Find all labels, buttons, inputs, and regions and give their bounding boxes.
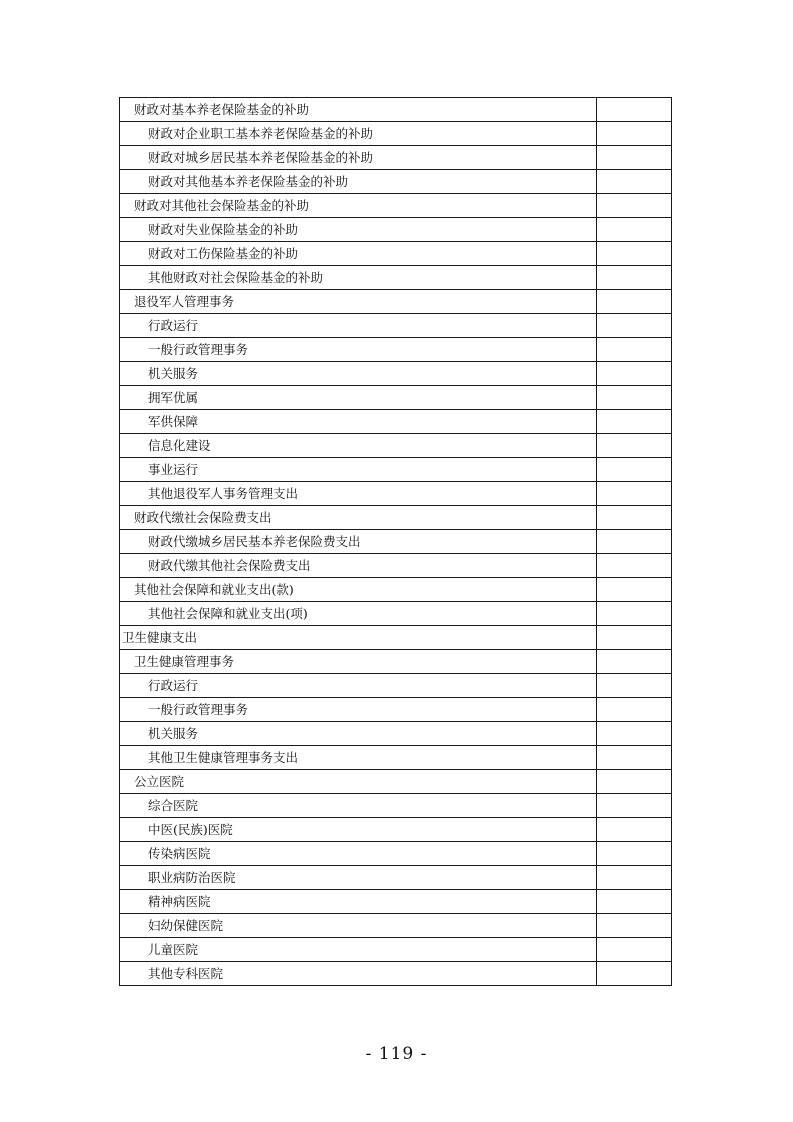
amount-cell: [597, 698, 672, 722]
item-name-cell: 财政对其他基本养老保险基金的补助: [120, 170, 597, 194]
budget-expenditure-table: [119, 97, 672, 986]
amount-cell: [597, 650, 672, 674]
table-row: [120, 554, 672, 578]
amount-cell: [597, 890, 672, 914]
item-name-cell: 综合医院: [120, 794, 597, 818]
amount-cell: [597, 722, 672, 746]
table-row: [120, 506, 672, 530]
table-row: [120, 626, 672, 650]
amount-cell: [597, 242, 672, 266]
table-row: [120, 722, 672, 746]
amount-cell: [597, 98, 672, 122]
item-name-cell: 其他专科医院: [120, 962, 597, 986]
amount-cell: [597, 122, 672, 146]
item-name-cell: 传染病医院: [120, 842, 597, 866]
amount-cell: [597, 314, 672, 338]
item-name-cell: 公立医院: [120, 770, 597, 794]
table-row: [120, 818, 672, 842]
table-row: [120, 842, 672, 866]
amount-cell: [597, 530, 672, 554]
item-name-cell: 其他财政对社会保险基金的补助: [120, 266, 597, 290]
item-name-cell: 卫生健康支出: [120, 626, 597, 650]
item-name-cell: 退役军人管理事务: [120, 290, 597, 314]
table-row: [120, 362, 672, 386]
table-row: [120, 650, 672, 674]
table-row: [120, 482, 672, 506]
item-name-cell: 其他退役军人事务管理支出: [120, 482, 597, 506]
table-row: [120, 458, 672, 482]
item-name-cell: 信息化建设: [120, 434, 597, 458]
table-row: [120, 314, 672, 338]
table-row: [120, 146, 672, 170]
item-name-cell: 其他社会保障和就业支出(款): [120, 578, 597, 602]
item-name-cell: 行政运行: [120, 674, 597, 698]
amount-cell: [597, 290, 672, 314]
amount-cell: [597, 434, 672, 458]
page-number: - 119 -: [365, 1044, 428, 1064]
item-name-cell: 一般行政管理事务: [120, 338, 597, 362]
amount-cell: [597, 146, 672, 170]
table-row: [120, 962, 672, 986]
table-row: [120, 122, 672, 146]
item-name-cell: 一般行政管理事务: [120, 698, 597, 722]
amount-cell: [597, 362, 672, 386]
table-row: [120, 434, 672, 458]
amount-cell: [597, 578, 672, 602]
item-name-cell: 财政代缴城乡居民基本养老保险费支出: [120, 530, 597, 554]
table-row: [120, 218, 672, 242]
table-row: [120, 794, 672, 818]
table-row: [120, 170, 672, 194]
table-row: [120, 242, 672, 266]
amount-cell: [597, 506, 672, 530]
amount-cell: [597, 554, 672, 578]
amount-cell: [597, 602, 672, 626]
amount-cell: [597, 410, 672, 434]
table-row: [120, 530, 672, 554]
item-name-cell: 妇幼保健医院: [120, 914, 597, 938]
item-name-cell: 财政代缴其他社会保险费支出: [120, 554, 597, 578]
item-name-cell: 财政对城乡居民基本养老保险基金的补助: [120, 146, 597, 170]
table-row: [120, 386, 672, 410]
amount-cell: [597, 338, 672, 362]
table-row: [120, 746, 672, 770]
item-name-cell: 事业运行: [120, 458, 597, 482]
table-row: [120, 602, 672, 626]
table-row: [120, 698, 672, 722]
item-name-cell: 财政对工伤保险基金的补助: [120, 242, 597, 266]
table-row: [120, 410, 672, 434]
table-row: [120, 338, 672, 362]
table-row: [120, 914, 672, 938]
item-name-cell: 军供保障: [120, 410, 597, 434]
amount-cell: [597, 482, 672, 506]
table-row: [120, 866, 672, 890]
item-name-cell: 其他卫生健康管理事务支出: [120, 746, 597, 770]
amount-cell: [597, 626, 672, 650]
amount-cell: [597, 458, 672, 482]
table-body: [120, 98, 672, 986]
amount-cell: [597, 770, 672, 794]
amount-cell: [597, 914, 672, 938]
amount-cell: [597, 962, 672, 986]
item-name-cell: 精神病医院: [120, 890, 597, 914]
item-name-cell: 卫生健康管理事务: [120, 650, 597, 674]
amount-cell: [597, 818, 672, 842]
table-row: [120, 674, 672, 698]
item-name-cell: 职业病防治医院: [120, 866, 597, 890]
item-name-cell: 拥军优属: [120, 386, 597, 410]
table-row: [120, 98, 672, 122]
item-name-cell: 行政运行: [120, 314, 597, 338]
item-name-cell: 其他社会保障和就业支出(项): [120, 602, 597, 626]
amount-cell: [597, 170, 672, 194]
amount-cell: [597, 674, 672, 698]
amount-cell: [597, 218, 672, 242]
item-name-cell: 财政代缴社会保险费支出: [120, 506, 597, 530]
item-name-cell: 财政对企业职工基本养老保险基金的补助: [120, 122, 597, 146]
table-row: [120, 290, 672, 314]
table-row: [120, 266, 672, 290]
amount-cell: [597, 266, 672, 290]
table-row: [120, 890, 672, 914]
table-row: [120, 194, 672, 218]
table-row: [120, 578, 672, 602]
item-name-cell: 财政对基本养老保险基金的补助: [120, 98, 597, 122]
amount-cell: [597, 386, 672, 410]
item-name-cell: 机关服务: [120, 362, 597, 386]
amount-cell: [597, 866, 672, 890]
amount-cell: [597, 746, 672, 770]
amount-cell: [597, 194, 672, 218]
table-row: [120, 770, 672, 794]
item-name-cell: 财政对其他社会保险基金的补助: [120, 194, 597, 218]
amount-cell: [597, 842, 672, 866]
item-name-cell: 儿童医院: [120, 938, 597, 962]
item-name-cell: 财政对失业保险基金的补助: [120, 218, 597, 242]
amount-cell: [597, 938, 672, 962]
item-name-cell: 中医(民族)医院: [120, 818, 597, 842]
table-row: [120, 938, 672, 962]
amount-cell: [597, 794, 672, 818]
item-name-cell: 机关服务: [120, 722, 597, 746]
